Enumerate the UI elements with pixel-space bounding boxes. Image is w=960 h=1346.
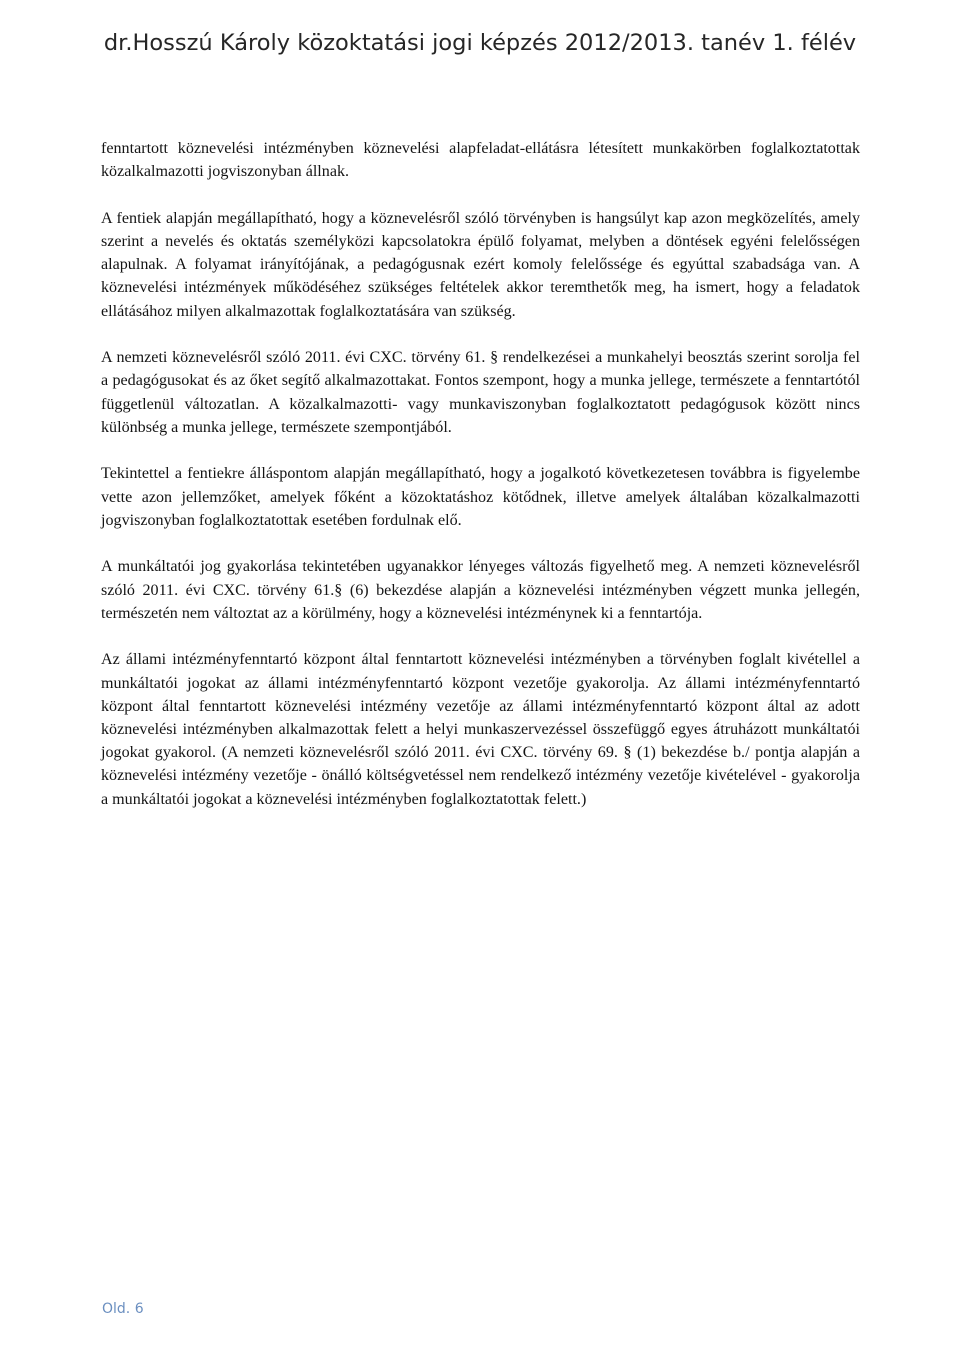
paragraph-6: Az állami intézményfenntartó központ által fenntartott köznevelési intézményben a törvényben foglalt kivétellel a munkáltatói jogokat az állami intézményfenntartó központ vezetője gyakorolja. Az állami intézményfenntartó központ által fenntartott köznevelési intézmény vezetője az állami intézményfenntartó központ által az adott köznevelési intézményben alkalmazottak felett a helyi munkaszervezéssel összefüggő egyes átruházott munkáltatói jogokat gyakorol. (A nemzeti köznevelésről szóló 2011. évi CXC. törvény 69. § (1) bekezdése b./ pontja alapján a köznevelési intézmény vezetője - önálló költségvetéssel nem rendelkező intézmény vezetője kivételével - gyakorolja a munkáltatói jogokat a köznevelési intézményben foglalkoztatottak felett.)	[101, 651, 860, 808]
document-body	[101, 137, 860, 834]
page-number: Old. 6	[102, 1301, 144, 1317]
paragraph-3: A nemzeti köznevelésről szóló 2011. évi CXC. törvény 61. § rendelkezései a munkahelyi beosztás szerint sorolja fel a pedagógusokat és az őket segítő alkalmazottakat. Fontos szempont, hogy a munka jellege, természete a fenntartótól függetlenül változatlan. A közalkalmazotti- vagy munkaviszonyban foglalkoztatott pedagógusok között nincs különbség a munka jellege, természete szempontjából.	[101, 349, 860, 436]
paragraph-4: Tekintettel a fentiekre álláspontom alapján megállapítható, hogy a jogalkotó következetesen továbbra is figyelembe vette azon jellemzőket, amelyek főként a közoktatáshoz kötődnek, illetve amelyek általában közalkalmazotti jogviszonyban foglalkoztatottak esetében fordulnak elő.	[101, 465, 860, 529]
paragraph-2: A fentiek alapján megállapítható, hogy a köznevelésről szóló törvényben is hangsúlyt kap azon megközelítés, amely szerint a nevelés és oktatás személyközi kapcsolatokra épülő folyamat, melyben a döntések egyéni felelősségen alapulnak. A folyamat irányítójának, a pedagógusnak ezért komoly felelőssége és egyúttal szabadsága van. A köznevelési intézmények működéséhez szükséges feltételek akkor teremthetők meg, ha ismert, hogy a feladatok ellátásához milyen alkalmazottak foglalkoztatására van szükség.	[101, 209, 860, 320]
paragraph-1: fenntartott köznevelési intézményben köznevelési alapfeladat-ellátásra létesített munkakörben foglalkoztatottak közalkalmazotti jogviszonyban állnak.	[101, 140, 860, 181]
page-header: dr.Hosszú Károly közoktatási jogi képzés 2012/2013. tanév 1. félév	[103, 30, 857, 56]
paragraph-5: A munkáltatói jog gyakorlása tekintetében ugyanakkor lényeges változás figyelhető meg. A nemzeti köznevelésről szóló 2011. évi CXC. törvény 61.§ (6) bekezdése alapján a köznevelési intézményben végzett munka jellegén, természetén nem változtat az a körülmény, hogy a köznevelési intézménynek ki a fenntartója.	[101, 558, 860, 622]
